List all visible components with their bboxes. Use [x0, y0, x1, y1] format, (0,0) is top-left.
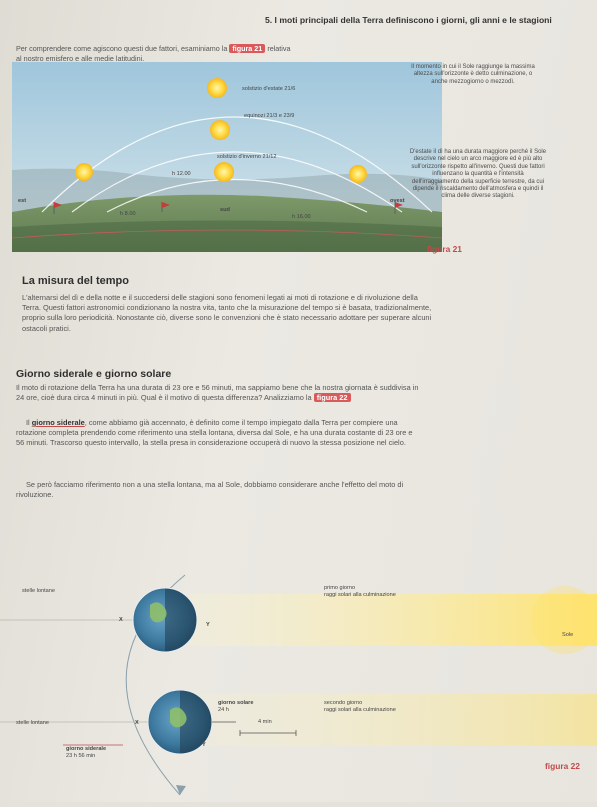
body-paragraph: L'alternarsi del dì e della notte e il succedersi delle stagioni sono fenomeni legati ai moti di rotazione e di rivoluzione della Terra. Questi fattori astronomici condizionano la nostra vita, tanto che la misurazione del tempo si è basata, tradizionalmente, proprio sulla loro periodicità. Nonostante ciò, diverse sono le convenzioni che è stato necessario adottare per superare alcuni ostacoli pratici.	[22, 293, 432, 333]
diagram-label: raggi solari alla culminazione	[324, 707, 396, 713]
direction-label-south: sud	[220, 207, 230, 213]
section-title: Giorno siderale e giorno solare	[16, 368, 172, 380]
figure-ref-badge[interactable]: figura 21	[229, 44, 265, 53]
arc-label: solstizio d'inverno 21/12	[217, 154, 277, 160]
marker-x: X	[119, 617, 123, 623]
diagram-label-sun: Sole	[562, 632, 574, 638]
diagram-label: raggi solari alla culminazione	[324, 592, 396, 598]
diagram-label: stelle lontane	[16, 720, 49, 726]
body-paragraph: Il moto di rotazione della Terra ha una durata di 23 ore e 56 minuti, ma sappiamo bene che la nostra giornata è suddivisa in 24 ore, cioè dura circa 4 minuti in più. Qual è il motivo di questa differenza? Analizziamo la figura 22	[16, 383, 419, 403]
figure-ref-badge[interactable]: figura 22	[314, 393, 351, 402]
diagram-label: giorno siderale	[66, 746, 107, 752]
marker-y: Y	[202, 742, 206, 748]
marker-y: Y	[206, 622, 210, 628]
key-term: giorno siderale	[31, 418, 85, 427]
diagram-label: stelle lontane	[22, 588, 55, 594]
diagram-label: 24 h	[218, 707, 229, 713]
diagram-label: primo giorno	[324, 585, 356, 591]
body-paragraph: Se però facciamo riferimento non a una stella lontana, ma al Sole, dobbiamo considerare anche l'effetto del moto di rivoluzione.	[16, 480, 404, 500]
diagram-label: 4 min	[258, 719, 272, 725]
direction-label-east: est	[18, 198, 27, 204]
marker-x: X	[135, 720, 139, 726]
annotation-culmination: Il momento in cui il Sole raggiunge la massima altezza sull'orizzonte è detto culminazione, o anche mezzogiorno o mezzodì.	[411, 64, 535, 85]
diagram-label: secondo giorno	[324, 700, 363, 706]
earth-icon	[133, 588, 197, 652]
figure-21-caption: figura 21	[427, 244, 462, 254]
diagram-label: 23 h 56 min	[66, 753, 96, 759]
intro-text: Per comprendere come agiscono questi due fattori, esaminiamo la figura 21 relativa al nostro emisfero e alle medie latitudini.	[16, 44, 291, 63]
arc-label: equinozi 21/3 e 23/9	[244, 113, 295, 119]
section-title: La misura del tempo	[22, 275, 129, 287]
arc-label: solstizio d'estate 21/6	[242, 86, 296, 92]
figure-22-caption: figura 22	[545, 761, 580, 771]
annotation-seasons: D'estate il dì ha una durata maggiore perché il Sole descrive nel cielo un arco maggiore ed è più alto sull'orizzonte rispetto all'inverno. Questi due fattori influenzano la quantità e l'intensità dell'irraggiamento della superficie terrestre, da cui dipende il riscaldamento dell'atmosfera e quindi il clima delle diverse stagioni.	[409, 149, 547, 200]
sidereal-solar-day-diagram	[0, 570, 597, 802]
time-label: h 16.00	[292, 214, 311, 220]
diagram-label: giorno solare	[218, 700, 254, 706]
figure-21-illustration	[12, 62, 442, 252]
body-paragraph: Il giorno siderale, come abbiamo già accennato, è definito come il tempo impiegato dalla Terra per compiere una rotazione completa prendendo come riferimento una stella lontana, diversa dal Sole, e ha una durata costante di 23 ore e 56 minuti. Trascorso questo intervallo, la stella presa in considerazione occuperà di nuovo la stessa posizione nel cielo.	[16, 418, 413, 448]
time-label: h 12.00	[172, 171, 191, 177]
figure-22-diagram	[0, 570, 597, 802]
direction-label-west: ovest	[390, 198, 405, 204]
section-header: 5. I moti principali della Terra definiscono i giorni, gli anni e le stagioni	[265, 15, 552, 25]
time-label: h 8.00	[120, 211, 136, 217]
